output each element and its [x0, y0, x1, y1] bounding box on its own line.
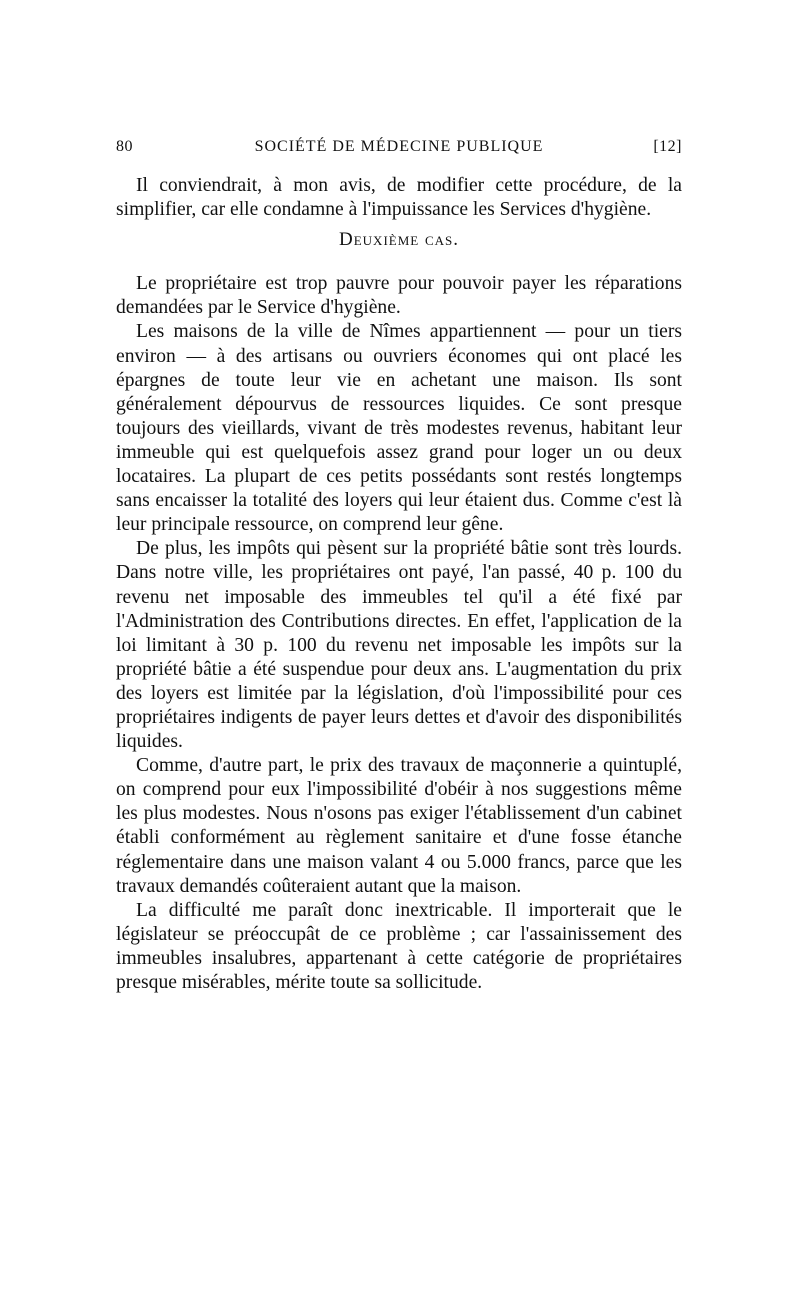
paragraph-3: De plus, les impôts qui pèsent sur la propriété bâtie sont très lourds. Dans notre ville, les propriétaires ont payé, l'an passé, 40 p. 100 du revenu net imposable des immeubles tel qu'il a été fixé par l'Administration des Contributions directes. En effet, l'application de la loi limitant à 30 p. 100 du revenu net imposable les impôts sur la propriété bâtie a été suspendue pour deux ans. L'augmentation du prix des loyers est limitée par la législation, d'où l'impossibilité pour ces propriétaires indigents de payer leurs dettes et d'avoir des disponibilités liquides. [116, 538, 682, 753]
case-heading: Deuxième cas. [339, 229, 459, 251]
running-header [116, 138, 682, 164]
paragraph-1: Le propriétaire est trop pauvre pour pouvoir payer les réparations demandées par le Service d'hygiène. [116, 273, 682, 319]
paragraph-4: Comme, d'autre part, le prix des travaux de maçonnerie a quintuplé, on comprend pour eux l'impossibilité d'obéir à nos suggestions même les plus modestes. Nous n'osons pas exiger l'établissement d'un cabinet établi conformément au règlement sanitaire et d'une fosse étanche réglementaire dans une maison valant 4 ou 5.000 francs, parce que les travaux demandés coûteraient autant que la maison. [116, 755, 682, 897]
page-number: 80 [116, 138, 133, 155]
section-reference: [12] [653, 138, 682, 155]
paragraph-5: La difficulté me paraît donc inextricable. Il importerait que le législateur se préoccupât de ce problème ; car l'assainissement des immeubles insalubres, appartenant à cette catégorie de propriétaires presque misérables, mérite toute sa sollicitude. [116, 899, 682, 993]
journal-title: SOCIÉTÉ DE MÉDECINE PUBLIQUE [254, 138, 544, 155]
intro-paragraph: Il conviendrait, à mon avis, de modifier cette procédure, de la simplifier, car elle condamne à l'impuissance les Services d'hygiène. [116, 175, 682, 221]
document-page [116, 138, 682, 995]
body-text [116, 174, 682, 995]
paragraph-2: Les maisons de la ville de Nîmes appartiennent — pour un tiers environ — à des artisans ou ouvriers économes qui ont placé les épargnes de toute leur vie en achetant une maison. Ils sont généralement dépourvus de ressources liquides. Ce sont presque toujours des vieillards, vivant de très modestes revenus, habitant leur immeuble qui est quelquefois assez grand pour loger un ou deux locataires. La plupart de ces petits possédants sont restés longtemps sans encaisser la totalité des loyers qui leur étaient dus. Comme c'est là leur principale ressource, on comprend leur gêne. [116, 321, 682, 536]
